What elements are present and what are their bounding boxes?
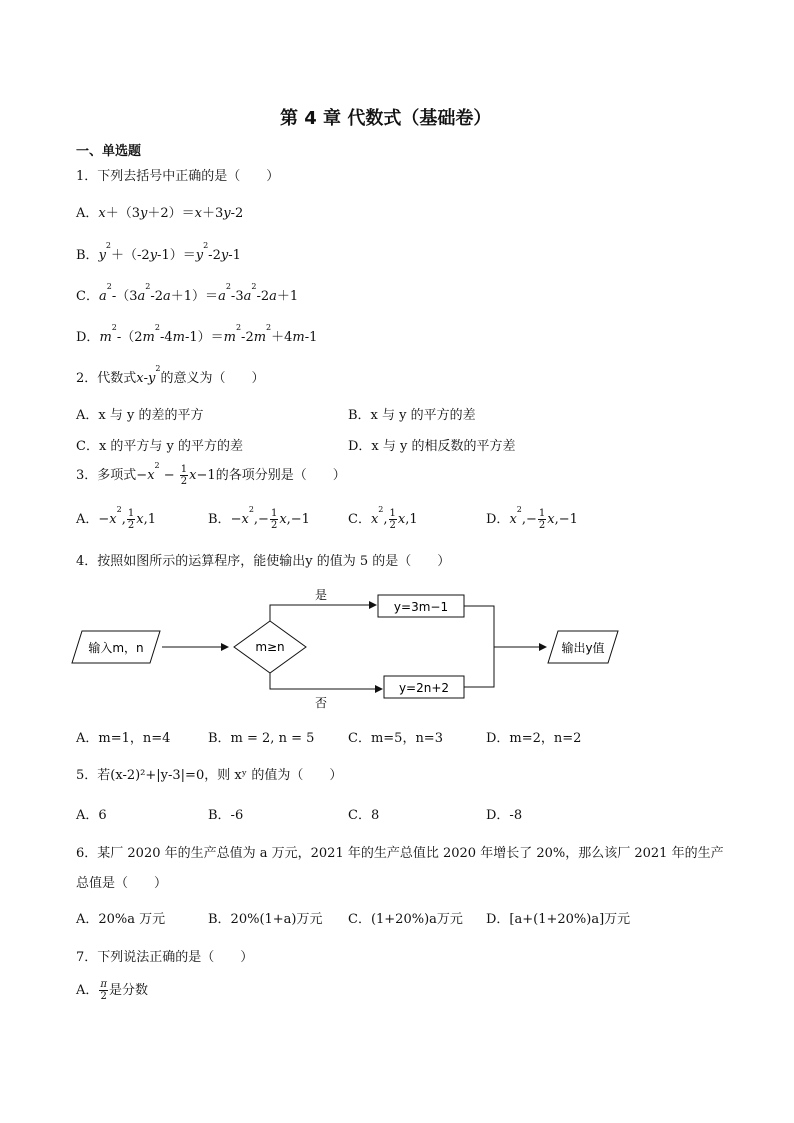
flow-no-formula: y=2n+2 — [398, 681, 450, 695]
q3-option-b: B．$-x^2,-$ $\frac{1}{2}$ x,−1 — [208, 505, 310, 531]
q5-option-a: A．6 — [76, 808, 107, 823]
flow-decision-label: m≥n — [255, 640, 285, 654]
q6-option-a: A．20%a 万元 — [76, 912, 166, 927]
q2-stem: 2．代数式$x-y^2$的意义为（ ） — [76, 364, 265, 386]
section-heading: 一、单选题 — [76, 144, 142, 159]
q6-option-d: D．[a+(1+20%)a]万元 — [486, 912, 631, 927]
q6-stem-line2: 总值是（ ） — [76, 876, 168, 891]
q5-option-d: D．-8 — [486, 808, 523, 823]
q4-option-b: B．m = 2, n = 5 — [208, 731, 315, 746]
q2-option-b: B．x 与 y 的平方的差 — [348, 408, 476, 423]
flow-yes-label: 是 — [314, 588, 328, 602]
q1-option-d: D．$m^2-(2m^2-4m-1)=m^2-2m^2+4m-1$ — [76, 323, 318, 345]
q5-option-b: B．-6 — [208, 808, 244, 823]
q4-stem: 4．按照如图所示的运算程序，能使输出y 的值为 5 的是（ ） — [76, 554, 451, 569]
q3-stem: 3．多项式$-x^2$ − $\frac{1}{2}$ x−1的各项分别是（ ） — [76, 461, 346, 487]
page-title: 第 4 章 代数式（基础卷） — [280, 108, 492, 129]
q3-option-c: C．$x^2$, $\frac{1}{2}$ x,1 — [348, 505, 418, 531]
q6-option-c: C．(1+20%)a万元 — [348, 912, 463, 927]
q5-option-c: C．8 — [348, 808, 380, 823]
q6-option-b: B．20%(1+a)万元 — [208, 912, 323, 927]
q4-flowchart — [70, 585, 630, 715]
q4-option-c: C．m=5，n=3 — [348, 731, 443, 746]
flow-yes-formula: y=3m−1 — [393, 600, 449, 614]
q4-option-d: D．m=2，n=2 — [486, 731, 582, 746]
q4-option-a: A．m=1，n=4 — [76, 731, 171, 746]
q1-option-a: A．x＋（3y＋2）＝x＋3y-2 — [76, 206, 244, 221]
q1-option-c: C．$a^2-(3a^2-2a+1)=a^2-3a^2-2a+1$ — [76, 282, 299, 304]
q5-stem: 5．若(x-2)²+|y-3|=0，则 xʸ 的值为（ ） — [76, 768, 343, 783]
q6-stem-line1: 6．某厂 2020 年的生产总值为 a 万元，2021 年的生产总值比 2020 年增长了 20%，那么该厂 2021 年的生产 — [76, 846, 724, 861]
q3-option-d: D．$x^2,-$ $\frac{1}{2}$ x,−1 — [486, 505, 578, 531]
q7-stem: 7．下列说法正确的是（ ） — [76, 950, 254, 965]
q2-option-d: D．x 与 y 的相反数的平方差 — [348, 439, 516, 454]
flow-input-label: 输入m，n — [88, 641, 144, 655]
q2-option-c: C．x 的平方与 y 的平方的差 — [76, 439, 244, 454]
q3-option-a: A．$-x^2$, $\frac{1}{2}$ x,1 — [76, 505, 156, 531]
flow-output-label: 输出y值 — [561, 641, 605, 655]
q7-option-a: A． $\frac{\pi}{2}$ 是分数 — [76, 979, 148, 1002]
q1-option-b: B．$y^2+(-2y-1)=y^2-2y-1$ — [76, 241, 241, 263]
flow-no-label: 否 — [314, 696, 328, 710]
q2-option-a: A．x 与 y 的差的平方 — [76, 408, 204, 423]
q1-stem: 1．下列去括号中正确的是（ ） — [76, 169, 280, 184]
